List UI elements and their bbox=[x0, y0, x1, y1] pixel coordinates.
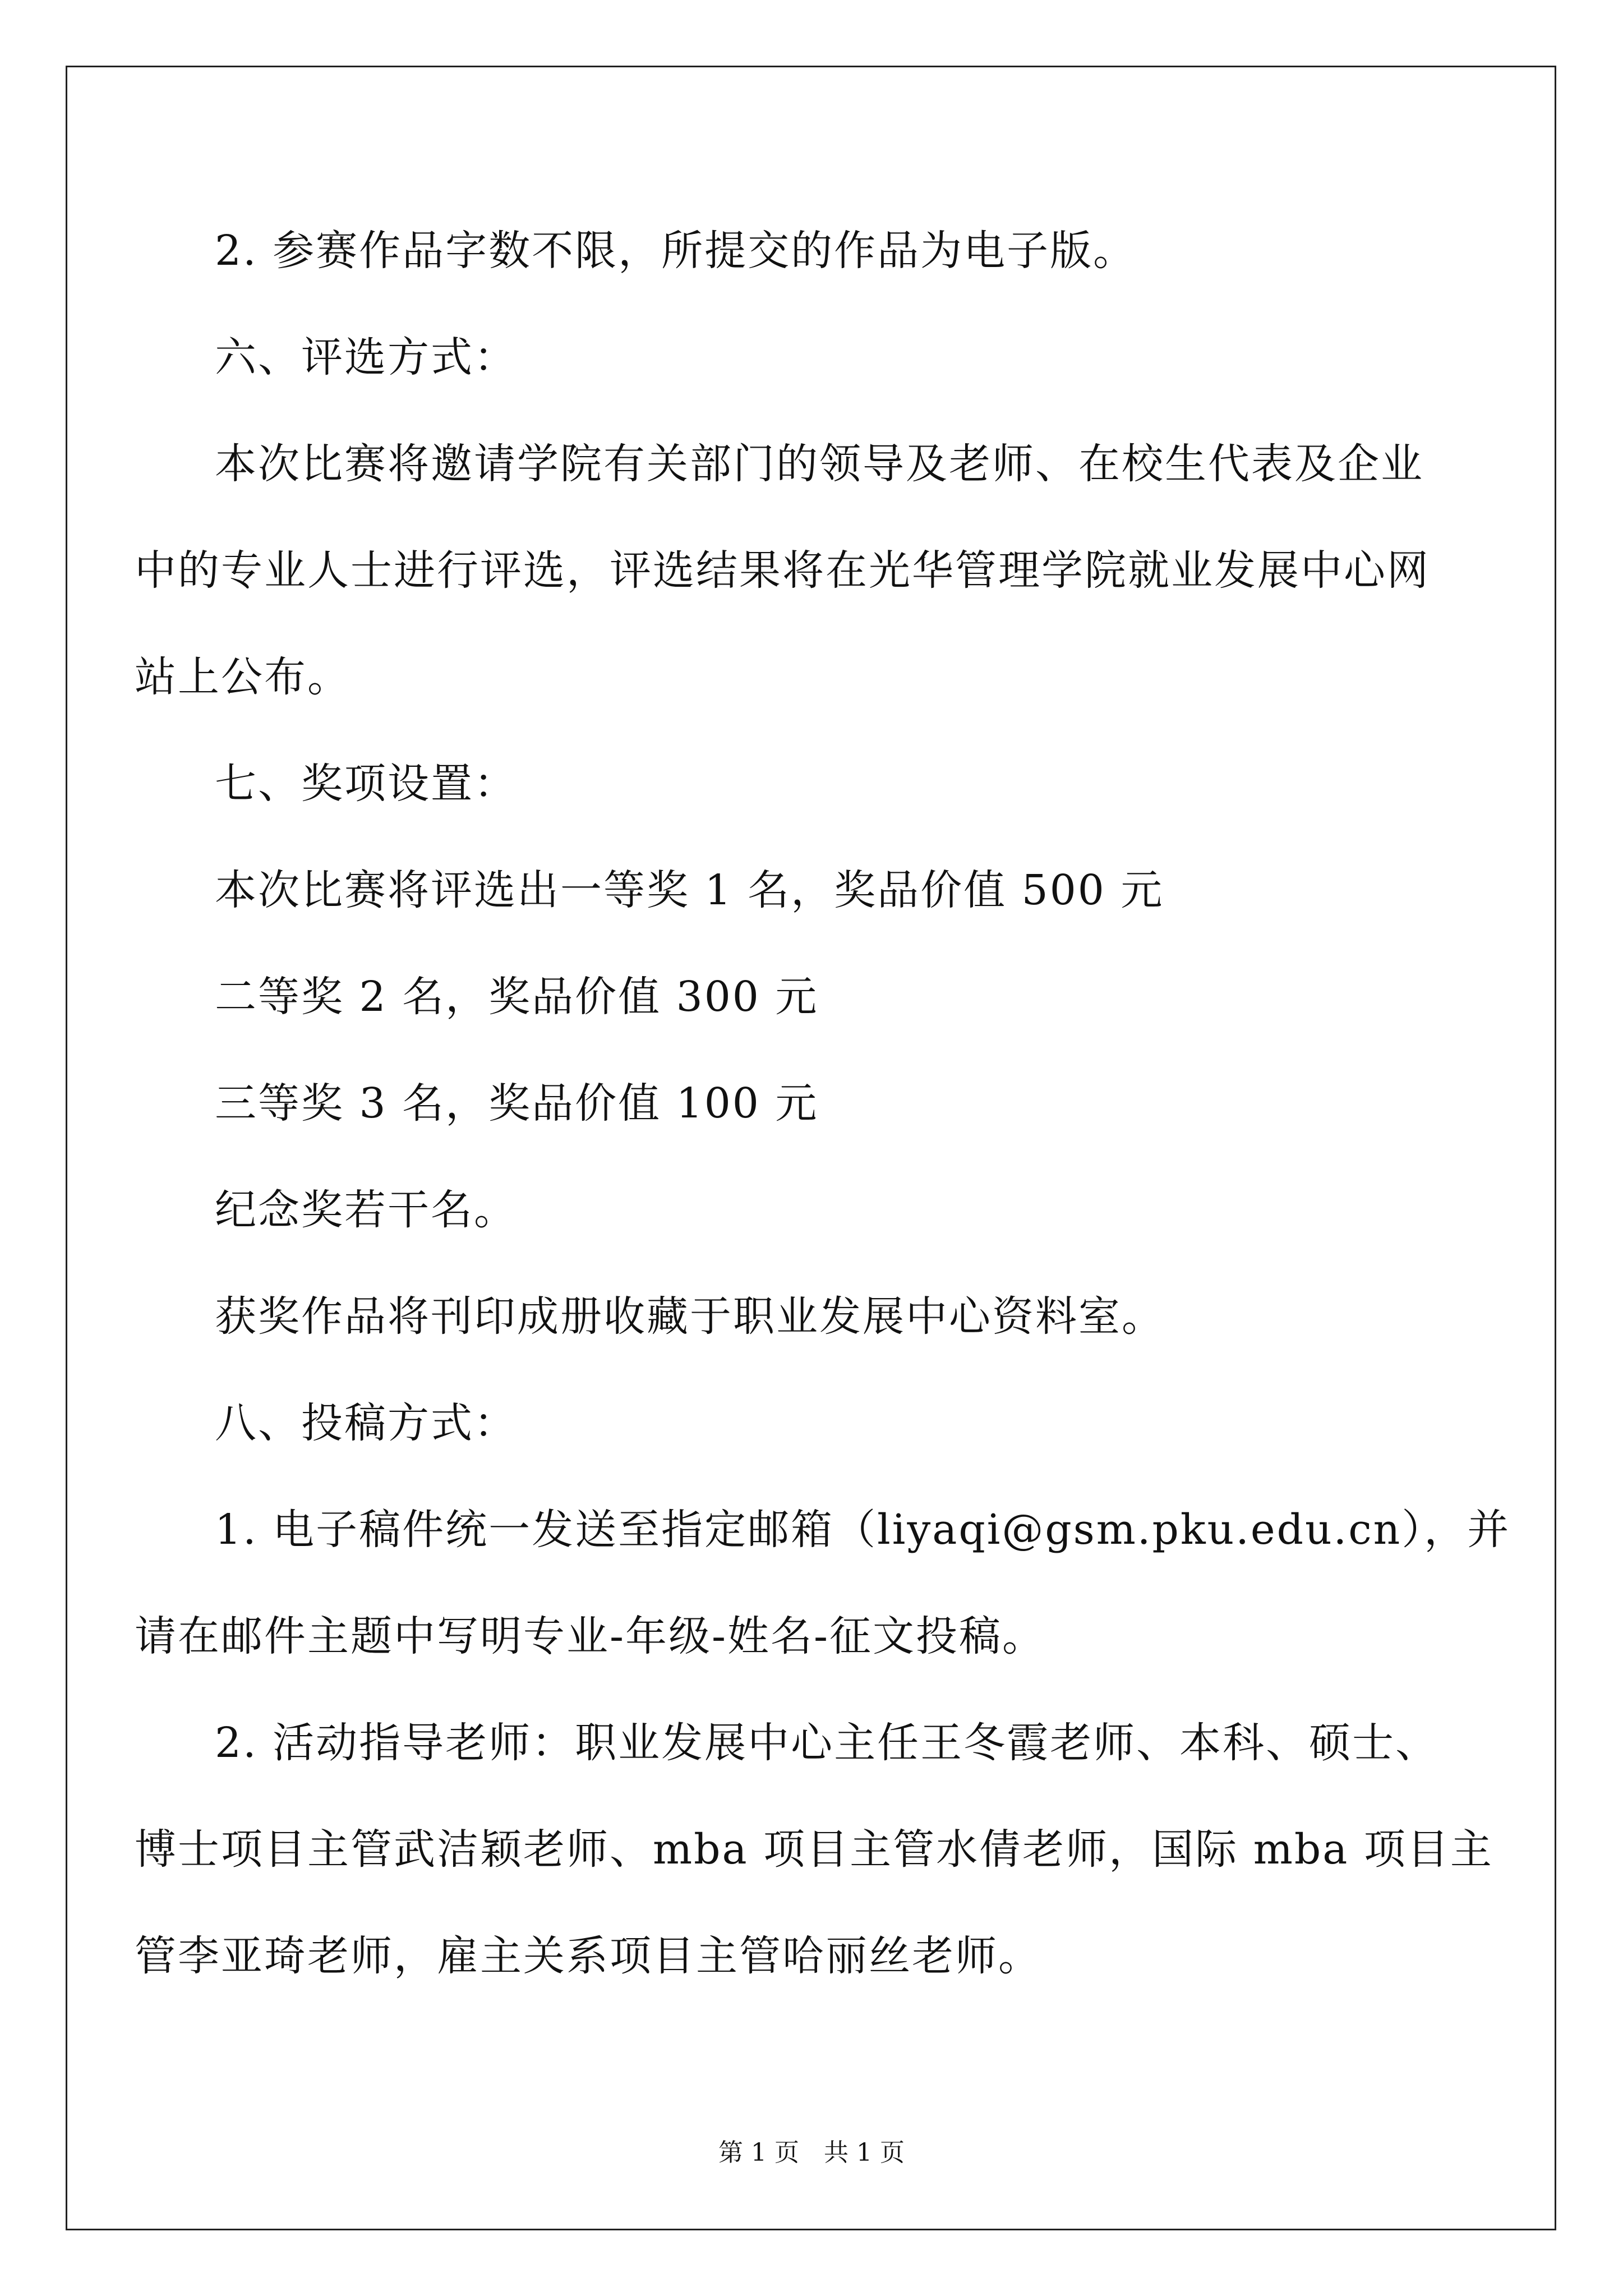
paragraph-line: 2. 参赛作品字数不限，所提交的作品为电子版。 bbox=[215, 227, 1137, 275]
page-number: 第 1 页 共 1 页 bbox=[718, 2138, 905, 2167]
paragraph-line: 站上公布。 bbox=[135, 653, 351, 701]
paragraph-line: 纪念奖若干名。 bbox=[215, 1186, 517, 1234]
paragraph-line: 本次比赛将邀请学院有关部门的领导及老师、在校生代表及企业 bbox=[215, 440, 1424, 488]
paragraph-line: 1. 电子稿件统一发送至指定邮箱（liyaqi@gsm.pku.edu.cn），并 bbox=[215, 1506, 1511, 1554]
paragraph-line: 管李亚琦老师，雇主关系项目主管哈丽丝老师。 bbox=[135, 1932, 1041, 1980]
section-heading: 六、评选方式： bbox=[215, 333, 517, 381]
paragraph-line: 本次比赛将评选出一等奖 1 名，奖品价值 500 元 bbox=[215, 866, 1164, 914]
page-border bbox=[66, 66, 1556, 2230]
paragraph-line: 三等奖 3 名，奖品价值 100 元 bbox=[215, 1079, 819, 1128]
paragraph-line: 请在邮件主题中写明专业-年级-姓名-征文投稿。 bbox=[135, 1612, 1046, 1660]
section-heading: 七、奖项设置： bbox=[215, 760, 517, 808]
paragraph-line: 中的专业人士进行评选，评选结果将在光华管理学院就业发展中心网 bbox=[135, 546, 1430, 595]
paragraph-line: 二等奖 2 名，奖品价值 300 元 bbox=[215, 973, 819, 1021]
paragraph-line: 2. 活动指导老师：职业发展中心主任王冬霞老师、本科、硕士、 bbox=[215, 1719, 1439, 1767]
paragraph-line: 博士项目主管武洁颖老师、mba 项目主管水倩老师，国际 mba 项目主 bbox=[135, 1825, 1493, 1874]
paragraph-line: 获奖作品将刊印成册收藏于职业发展中心资料室。 bbox=[215, 1292, 1165, 1341]
section-heading: 八、投稿方式： bbox=[215, 1399, 517, 1447]
